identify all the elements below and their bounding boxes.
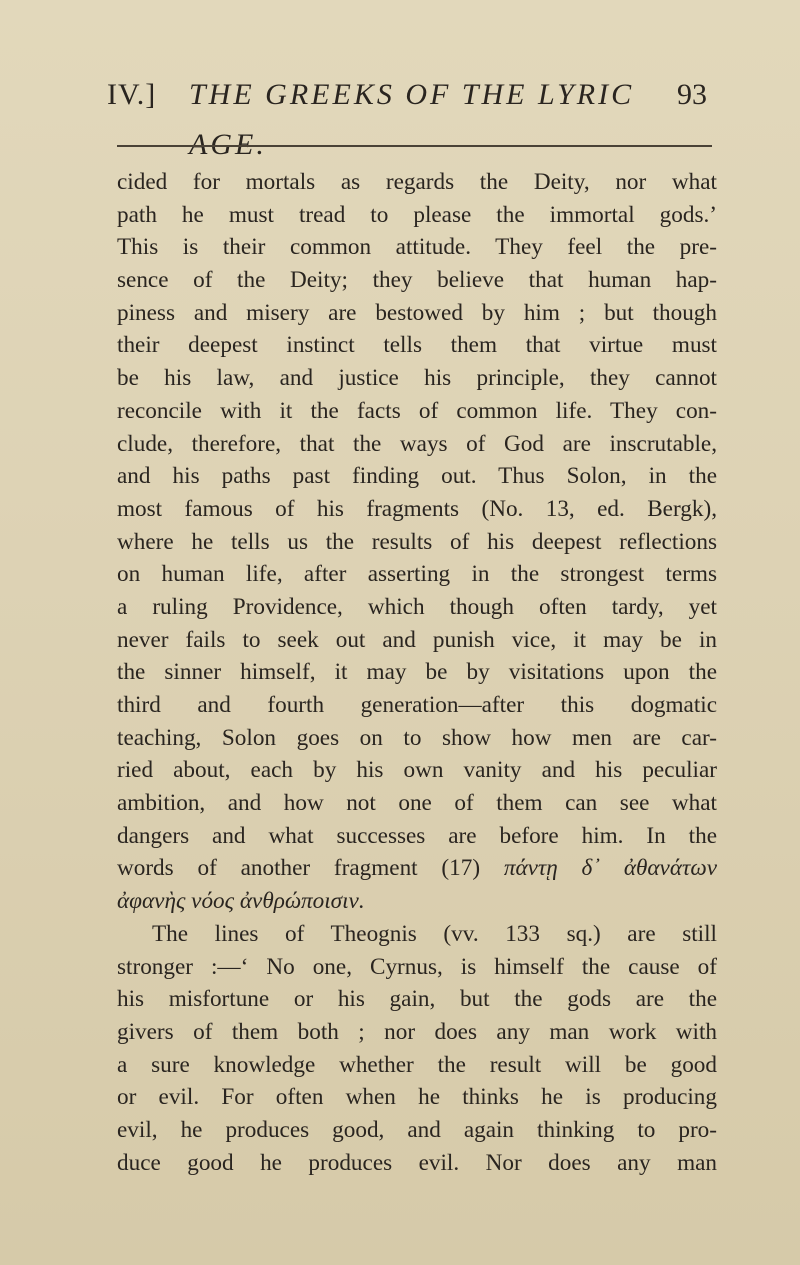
text-line <box>117 558 717 591</box>
text-line <box>117 329 717 362</box>
text-line <box>117 689 717 722</box>
text-segment: his misfortune or his gain, but the gods are the <box>117 986 717 1013</box>
text-line <box>117 787 717 820</box>
text-segment: cided for mortals as regards the Deity, nor what <box>117 169 717 195</box>
text-line <box>117 166 717 199</box>
greek-quotation: πάντῃ δ᾽ ἀθανάτων <box>503 855 717 882</box>
text-line <box>117 1049 717 1082</box>
text-line <box>117 199 717 232</box>
text-segment: sence of the Deity; they believe that human hap- <box>117 267 717 294</box>
text-segment: on human life, after asserting in the strongest terms <box>117 561 717 588</box>
text-line <box>117 983 717 1016</box>
text-line <box>117 395 717 428</box>
text-segment: be his law, and justice his principle, they cannot <box>117 365 717 392</box>
greek-quotation: ἀφανὴς νόος ἀνθρώποισιν. <box>117 888 365 915</box>
text-segment: path he must tread to please the immortal gods.’ <box>117 201 717 228</box>
page-number: 93 <box>677 78 707 111</box>
text-segment: reconcile with it the facts of common life. They con- <box>117 397 717 424</box>
text-segment: the sinner himself, it may be by visitations upon the <box>117 659 717 686</box>
text-line <box>117 1081 717 1114</box>
text-line <box>117 820 717 853</box>
text-segment: their deepest instinct tells them that virtue must <box>117 332 717 359</box>
text-segment: never fails to seek out and punish vice, it may be in <box>117 626 717 653</box>
text-line <box>117 297 717 330</box>
chapter-number: IV.] <box>107 78 157 111</box>
text-segment: a sure knowledge whether the result will be good <box>117 1051 717 1078</box>
text-segment: dangers and what successes are before him. In the <box>117 822 717 849</box>
text-line <box>117 1147 717 1180</box>
text-segment: or evil. For often when he thinks he is producing <box>117 1084 717 1111</box>
text-line <box>117 722 717 755</box>
text-segment: ambition, and how not one of them can see what <box>117 790 717 817</box>
text-segment: clude, therefore, that the ways of God are inscrutable, <box>117 430 717 457</box>
text-segment: a ruling Providence, which though often tardy, yet <box>117 593 717 620</box>
text-segment: duce good he produces evil. Nor does any man <box>117 1149 717 1176</box>
text-segment: evil, he produces good, and again thinking to pro- <box>117 1116 717 1143</box>
text-segment: stronger :—‘ No one, Cyrnus, is himself the cause of <box>117 953 717 980</box>
text-segment: The lines of Theognis (vv. 133 sq.) are still <box>152 920 717 947</box>
text-line <box>117 852 717 885</box>
running-header <box>107 70 707 161</box>
header-rule <box>117 145 712 147</box>
text-segment: most famous of his fragments (No. 13, ed. Bergk), <box>117 495 717 522</box>
text-line <box>117 493 717 526</box>
text-segment: words of another fragment (17) <box>117 855 504 882</box>
text-line <box>117 656 717 689</box>
text-line <box>117 1114 717 1147</box>
text-segment: where he tells us the results of his deepest reflections <box>117 528 717 555</box>
text-line <box>117 1016 717 1049</box>
text-line <box>117 526 717 559</box>
text-line <box>117 591 717 624</box>
text-segment: piness and misery are bestowed by him ; but though <box>117 299 717 326</box>
text-segment: givers of them both ; nor does any man work with <box>117 1018 717 1045</box>
text-line <box>117 428 717 461</box>
text-line <box>117 231 717 264</box>
text-segment: teaching, Solon goes on to show how men are car- <box>117 724 717 751</box>
text-segment: and his paths past finding out. Thus Solon, in the <box>117 463 717 490</box>
text-segment: third and fourth generation—after this dogmatic <box>117 692 717 718</box>
text-line <box>117 624 717 657</box>
text-segment: ried about, each by his own vanity and his peculiar <box>117 757 717 784</box>
text-line <box>117 918 717 951</box>
running-title: THE GREEKS OF THE LYRIC AGE. <box>189 78 635 161</box>
text-line <box>117 885 717 918</box>
text-line <box>117 754 717 787</box>
body-text <box>117 166 717 1179</box>
text-line <box>117 460 717 493</box>
text-segment: This is their common attitude. They feel the pre- <box>117 234 717 261</box>
text-line <box>117 951 717 984</box>
text-line <box>117 264 717 297</box>
text-line <box>117 362 717 395</box>
